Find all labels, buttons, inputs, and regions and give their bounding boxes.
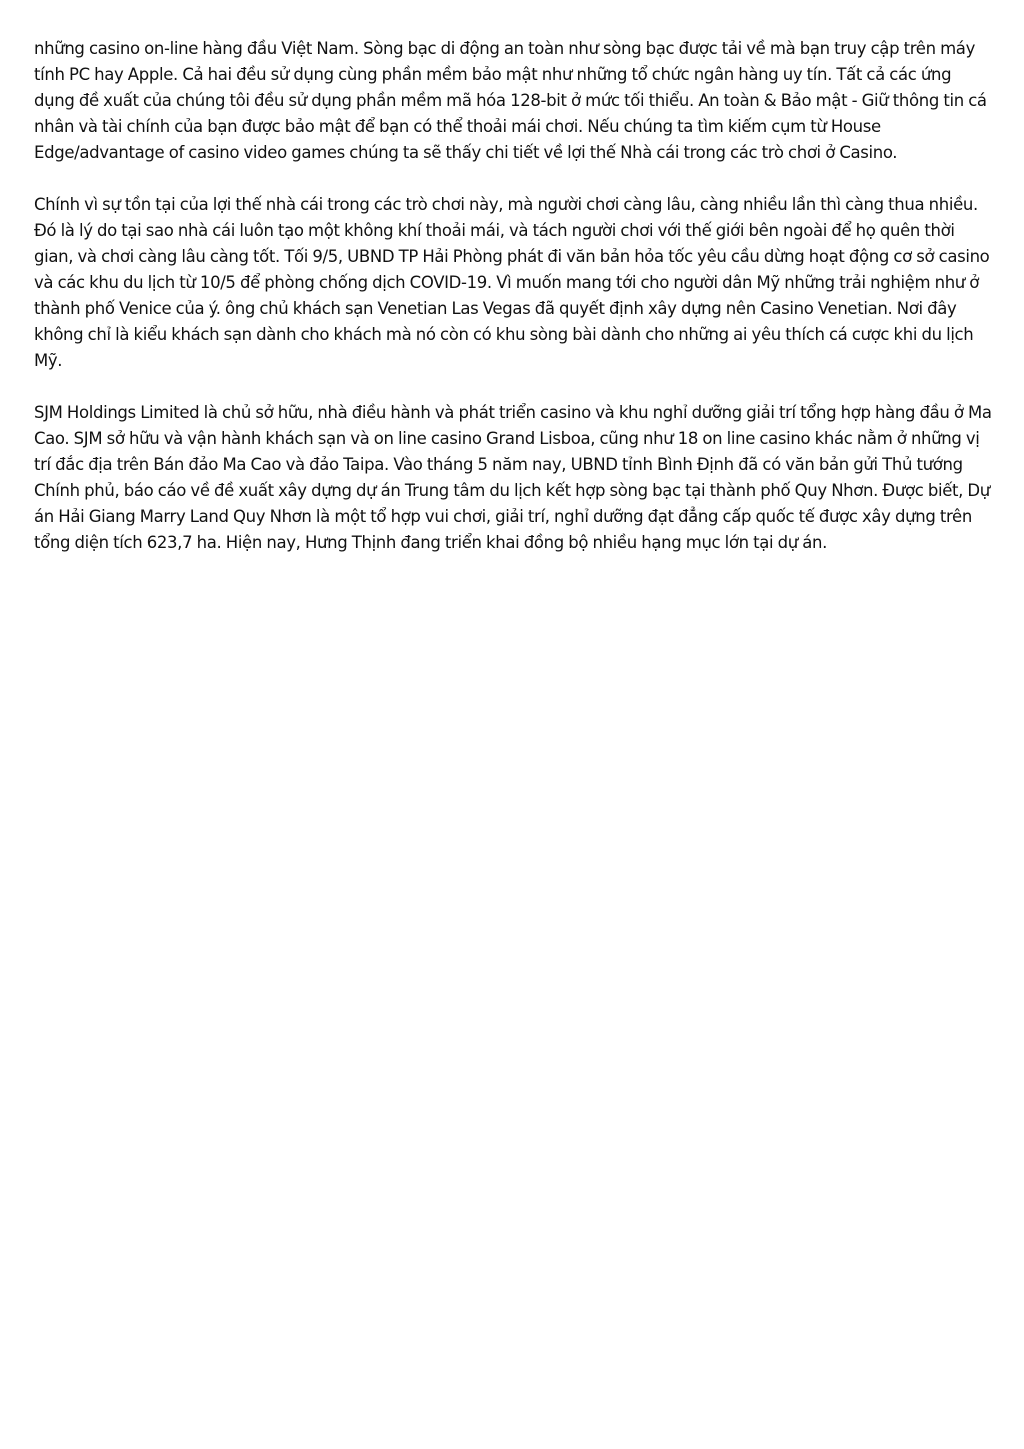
paragraph-3: SJM Holdings Limited là chủ sở hữu, nhà điều hành và phát triển casino và khu nghỉ dưỡng giải trí tổng hợp hàng đầu ở Ma Cao. SJM sở hữu và vận hành khách sạn và on line casino Grand Lisboa, cũng như 18 on line casino khác nằm ở những vị trí đắc địa trên Bán đảo Ma Cao và đảo Taipa. Vào tháng 5 năm nay, UBND tỉnh Bình Định đã có văn bản gửi Thủ tướng Chính phủ, báo cáo về đề xuất xây dựng dự án Trung tâm du lịch kết hợp sòng bạc tại thành phố Quy Nhơn. Được biết, Dự án Hải Giang Marry Land Quy Nhơn là một tổ hợp vui chơi, giải trí, nghỉ dưỡng đạt đẳng cấp quốc tế được xây dựng trên tổng diện tích 623,7 ha. Hiện nay, Hưng Thịnh đang triển khai đồng bộ nhiều hạng mục lớn tại dự án.	[34, 403, 992, 552]
document-body	[34, 36, 992, 582]
paragraph-2: Chính vì sự tồn tại của lợi thế nhà cái trong các trò chơi này, mà người chơi càng lâu, càng nhiều lần thì càng thua nhiều. Đó là lý do tại sao nhà cái luôn tạo một không khí thoải mái, và tách người chơi với thế giới bên ngoài để họ quên thời gian, và chơi càng lâu càng tốt. Tối 9/5, UBND TP Hải Phòng phát đi văn bản hỏa tốc yêu cầu dừng hoạt động cơ sở casino và các khu du lịch từ 10/5 để phòng chống dịch COVID-19. Vì muốn mang tới cho người dân Mỹ những trải nghiệm như ở thành phố Venice của ý. ông chủ khách sạn Venetian Las Vegas đã quyết định xây dựng nên Casino Venetian. Nơi đây không chỉ là kiểu khách sạn dành cho khách mà nó còn có khu sòng bài dành cho những ai yêu thích cá cược khi du lịch Mỹ.	[34, 195, 990, 370]
paragraph-1: những casino on-line hàng đầu Việt Nam. Sòng bạc di động an toàn như sòng bạc được tải về mà bạn truy cập trên máy tính PC hay Apple. Cả hai đều sử dụng cùng phần mềm bảo mật như những tổ chức ngân hàng uy tín. Tất cả các ứng dụng đề xuất của chúng tôi đều sử dụng phần mềm mã hóa 128-bit ở mức tối thiểu. An toàn & Bảo mật - Giữ thông tin cá nhân và tài chính của bạn được bảo mật để bạn có thể thoải mái chơi. Nếu chúng ta tìm kiếm cụm từ House Edge/advantage of casino video games chúng ta sẽ thấy chi tiết về lợi thế Nhà cái trong các trò chơi ở Casino.	[34, 39, 987, 162]
